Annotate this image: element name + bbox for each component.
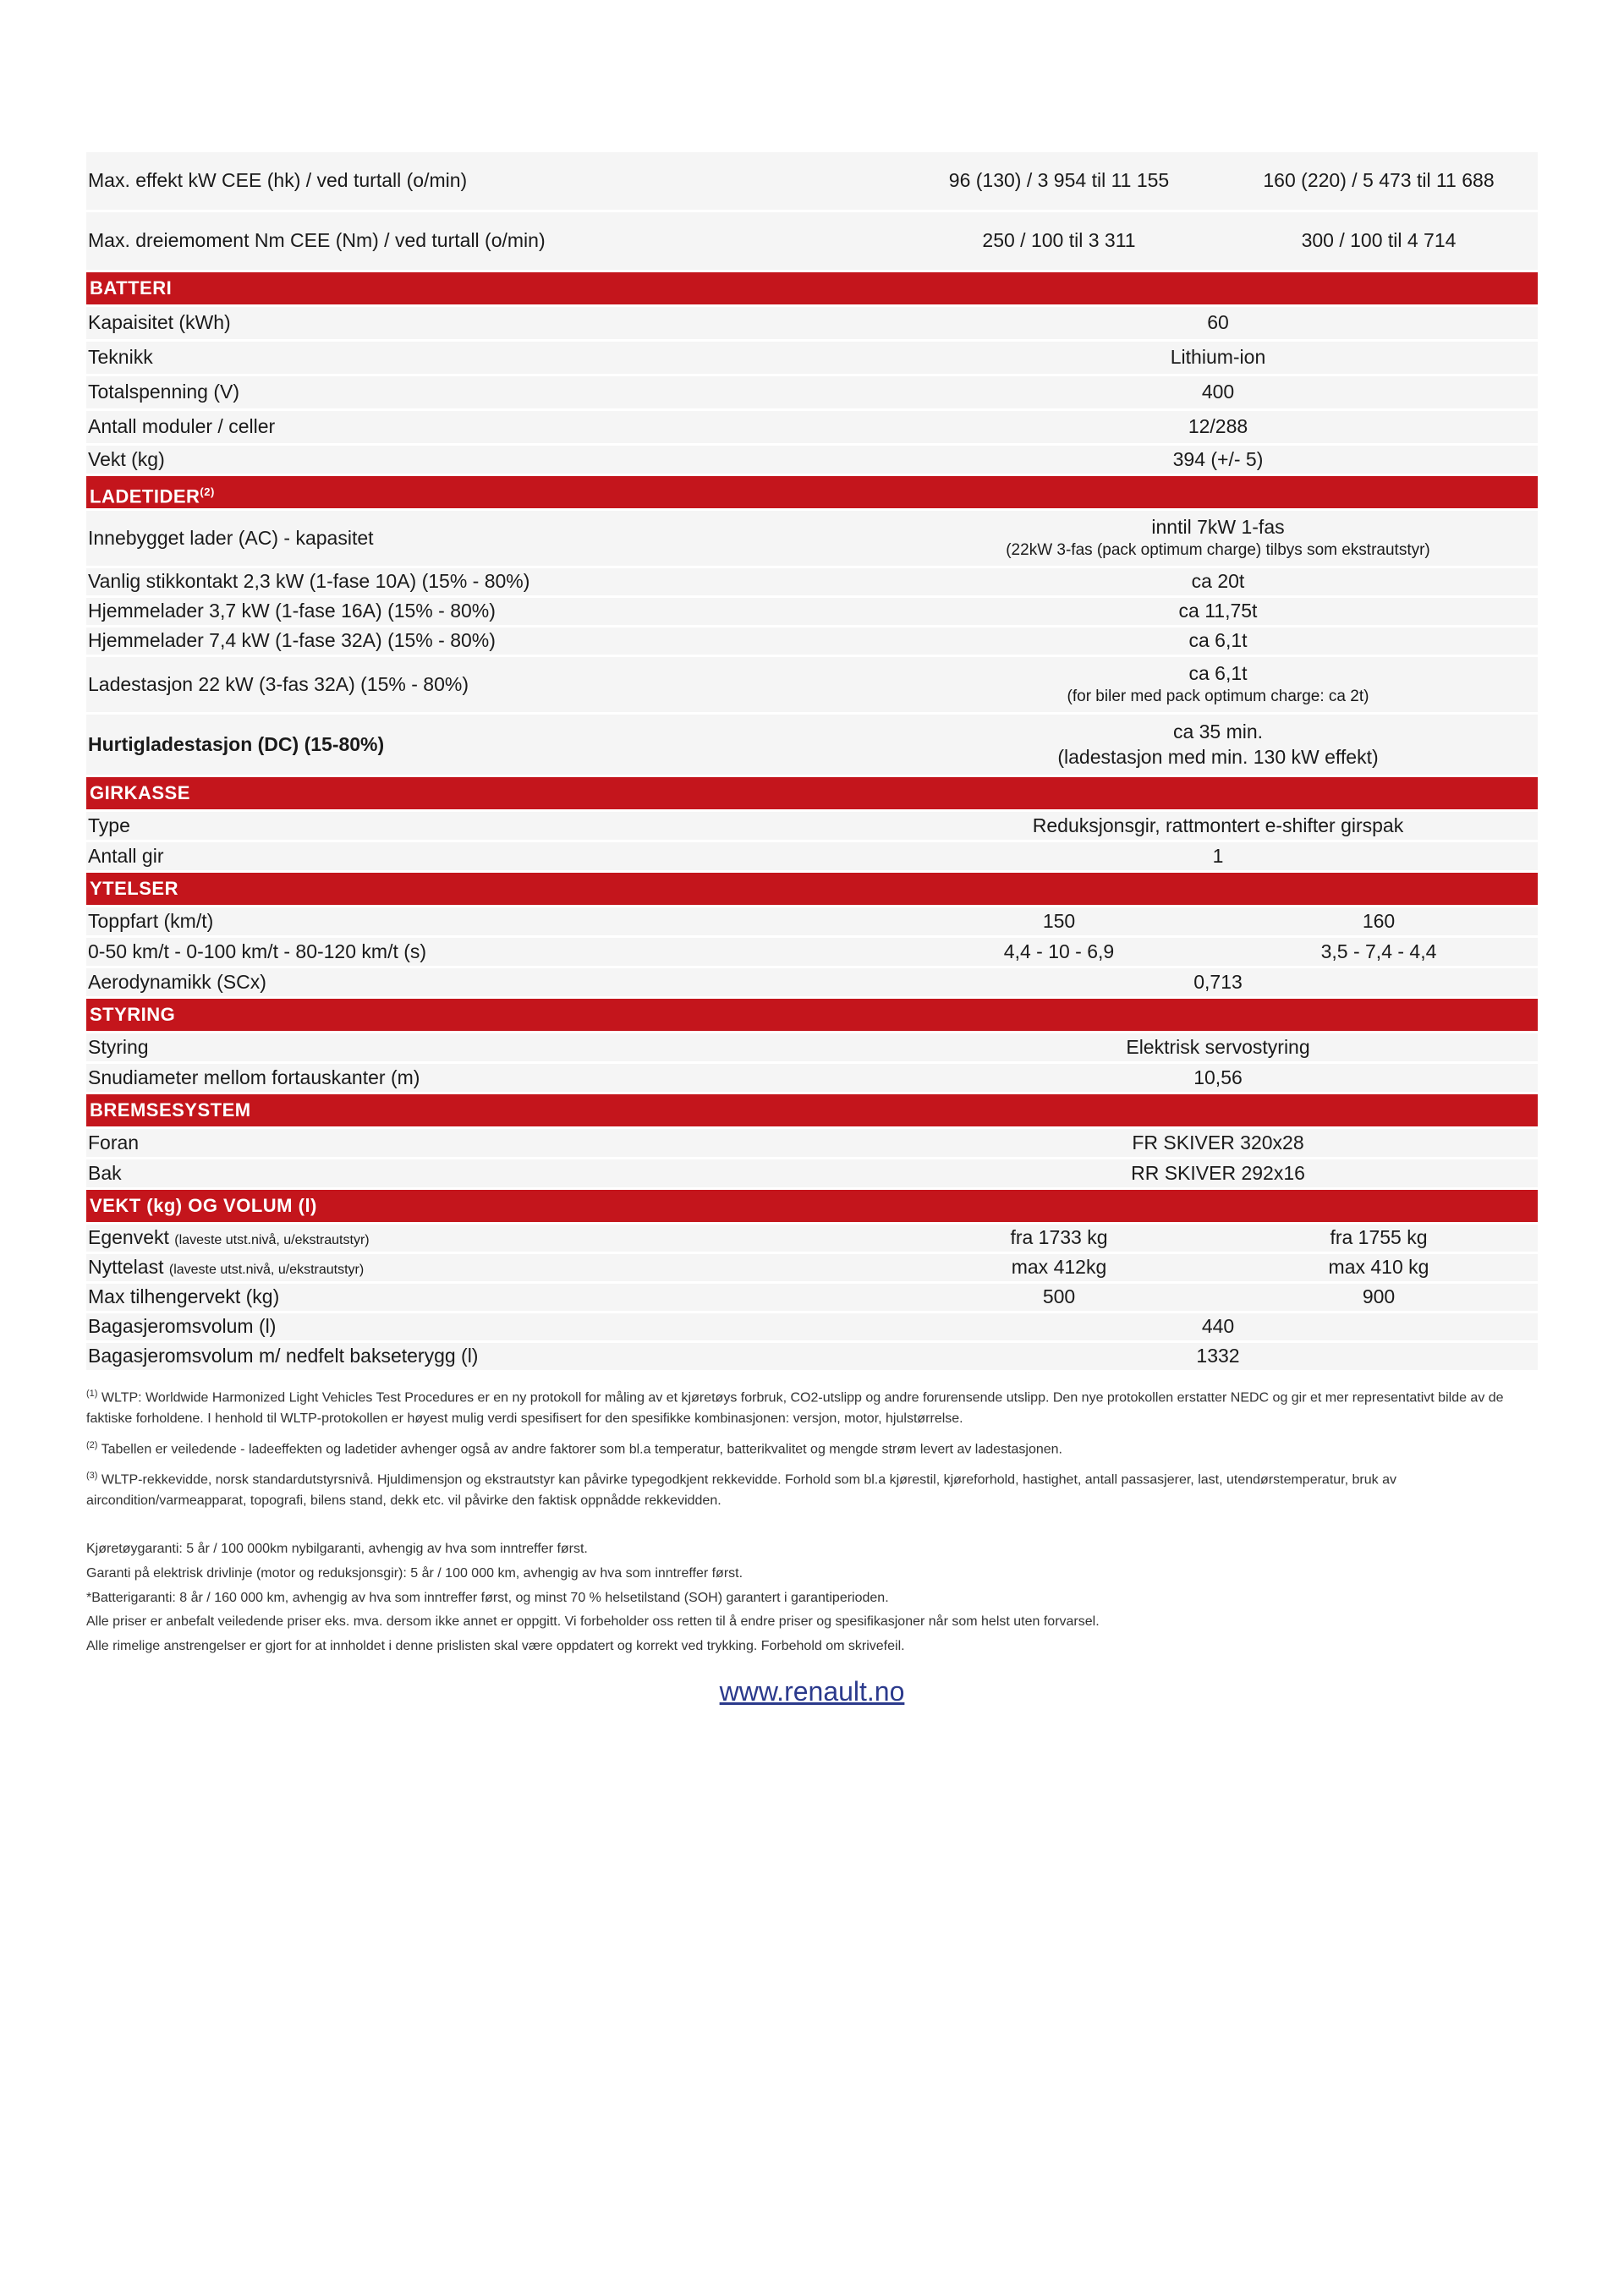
spec-value: 12/288 [1188, 415, 1248, 438]
spec-label: Vanlig stikkontakt 2,3 kW (1-fase 10A) (15% - 80%) [88, 570, 530, 593]
spec-row [86, 446, 1538, 476]
footnote-ref: (2) [200, 485, 215, 498]
spec-value-variant-1: 250 / 100 til 3 311 [982, 229, 1136, 252]
spec-row [86, 1064, 1538, 1094]
spec-label: Hjemmelader 7,4 kW (1-fase 32A) (15% - 80%) [88, 629, 496, 652]
website-link[interactable]: www.renault.no [719, 1676, 905, 1707]
section-header-batteri: BATTERI [86, 272, 1538, 307]
spec-label: Type [88, 814, 130, 836]
spec-value: Elektrisk servostyring [1126, 1035, 1310, 1058]
spec-label: Kapaisitet (kWh) [88, 311, 231, 334]
spec-label: Teknikk [88, 346, 153, 369]
spec-label: Bagasjeromsvolum (l) [88, 1315, 277, 1338]
guarantee-line: Garanti på elektrisk drivlinje (motor og reduksjonsgir): 5 år / 100 000 km, avhengig av hva som inntreffer først. [86, 1565, 743, 1581]
spec-value: 400 [1201, 381, 1235, 403]
spec-row [86, 968, 1538, 999]
spec-label: Totalspenning (V) [88, 381, 239, 403]
footnote-marker: (1) [86, 1389, 98, 1399]
spec-value: 0,713 [1193, 970, 1243, 993]
spec-row [86, 715, 1538, 777]
spec-label-main: Nyttelast [88, 1256, 164, 1279]
footnote-text: WLTP-rekkevidde, norsk standardutstyrsnivå. Hjuldimensjon og ekstrautstyr kan påvirke typegodkjent rekkevidde. Forhold som bl.a kjørestil, kjøreforhold, hastighet, antall passasjerer, last, utendørstemperatur, bruk av aircondition/varmeapparat, topografi, bilens stand, dekk etc. vil påvirke den faktisk oppnådde rekkevidden. [86, 1472, 1396, 1509]
spec-value-variant-2: fra 1755 kg [1330, 1226, 1428, 1249]
guarantee-line: *Batterigaranti: 8 år / 160 000 km, avhengig av hva som inntreffer først, og minst 70 % helsetilstand (SOH) garantert i garantiperioden. [86, 1590, 889, 1605]
section-header-ladetider [86, 476, 1538, 511]
spec-value: 10,56 [1193, 1066, 1243, 1088]
spec-row [86, 1225, 1538, 1254]
spec-label: Toppfart (km/t) [88, 909, 214, 932]
spec-value-variant-1: 150 [1042, 909, 1076, 932]
spec-value: 1 [1212, 844, 1224, 867]
spec-label-note: (laveste utst.nivå, u/ekstrautstyr) [168, 1263, 365, 1278]
spec-value-variant-1: 96 (130) / 3 954 til 11 155 [948, 169, 1170, 192]
section-header-ytelser: YTELSER [86, 873, 1538, 907]
spec-value-variant-2: 160 (220) / 5 473 til 11 688 [1263, 169, 1495, 192]
spec-value-variant-1: max 412kg [1011, 1256, 1107, 1279]
spec-row [86, 411, 1538, 446]
spec-value-variant-2: max 410 kg [1328, 1256, 1429, 1279]
spec-value-variant-2: 3,5 - 7,4 - 4,4 [1320, 940, 1437, 962]
spec-label-main: Egenvekt [88, 1226, 169, 1249]
spec-row [86, 812, 1538, 842]
spec-row [86, 1254, 1538, 1284]
spec-label: Max tilhengervekt (kg) [88, 1285, 280, 1308]
spec-label [86, 1255, 898, 1280]
spec-label: Hjemmelader 3,7 kW (1-fase 16A) (15% - 80%) [88, 600, 496, 622]
spec-row-max-effekt [86, 152, 1538, 212]
spec-value: ca 20t [1191, 570, 1245, 593]
spec-value: ca 11,75t [1178, 600, 1258, 622]
section-header-vekt-og-volum: VEKT (kg) OG VOLUM (l) [86, 1190, 1538, 1225]
spec-row [86, 1343, 1538, 1373]
spec-value: FR SKIVER 320x28 [1132, 1131, 1304, 1153]
spec-value: 1332 [1196, 1345, 1240, 1367]
spec-value-variant-2: 300 / 100 til 4 714 [1301, 229, 1457, 252]
guarantee-line: Kjøretøygaranti: 5 år / 100 000km nybilgaranti, avhengig av hva som inntreffer først. [86, 1542, 588, 1556]
spec-row [86, 1159, 1538, 1190]
spec-value: Lithium-ion [1170, 346, 1266, 369]
spec-value: 440 [1201, 1315, 1235, 1338]
spec-value: Reduksjonsgir, rattmontert e-shifter girspak [1032, 814, 1404, 836]
spec-value-variant-2: 160 [1362, 909, 1396, 932]
section-header-bremsesystem: BREMSESYSTEM [86, 1094, 1538, 1129]
spec-label: Styring [88, 1035, 149, 1058]
spec-label: Hurtigladestasjon (DC) (15-80%) [88, 732, 385, 755]
spec-label: Ladestasjon 22 kW (3-fas 32A) (15% - 80%) [88, 672, 469, 695]
spec-row [86, 1129, 1538, 1159]
spec-row [86, 307, 1538, 342]
guarantee-text [86, 1537, 1538, 1659]
footnote-text: Tabellen er veiledende - ladeeffekten og ladetider avhenger også av andre faktorer som bl.a temperatur, batterikvalitet og mengde strøm levert av ladestasjonen. [101, 1442, 1062, 1457]
spec-label: Innebygget lader (AC) - kapasitet [88, 526, 374, 549]
spec-row [86, 627, 1538, 657]
spec-value-variant-2: 900 [1362, 1285, 1396, 1308]
spec-label: Foran [88, 1131, 140, 1153]
spec-row [86, 907, 1538, 938]
footnote [86, 1469, 1538, 1512]
spec-label: Vekt (kg) [88, 447, 165, 470]
spec-row [86, 1313, 1538, 1343]
spec-label: Antall gir [88, 844, 164, 867]
spec-value: 394 (+/- 5) [1172, 447, 1264, 470]
spec-value-note: (ladestasjon med min. 130 kW effekt) [1057, 745, 1379, 768]
spec-value: 60 [1207, 311, 1229, 334]
guarantee-line: Alle rimelige anstrengelser er gjort for at innholdet i denne prislisten skal være oppdatert og korrekt ved trykking. Forbehold om skrivefeil. [86, 1639, 905, 1654]
spec-row [86, 938, 1538, 968]
footnote-text: WLTP: Worldwide Harmonized Light Vehicles Test Procedures er en ny protokoll for måling av et kjøretøys forbruk, CO2-utslipp og andre forurensende utslipp. Den nye protokollen erstatter NEDC og gir et mer representativt bilde av de faktiske forholdene. I henhold til WLTP-protokollen er høyest mulig verdi spesifisert for den spesifikke kombinasjonen: versjon, motor, hjulstørrelse. [86, 1390, 1504, 1427]
footnote [86, 1438, 1538, 1460]
spec-value-note: (for biler med pack optimum charge: ca 2t) [1067, 688, 1369, 706]
spec-value-note: (22kW 3-fas (pack optimum charge) tilbys som ekstrautstyr) [1006, 541, 1430, 560]
spec-label: Max. effekt kW CEE (hk) / ved turtall (o/min) [88, 169, 468, 192]
spec-row [86, 511, 1538, 568]
spec-value-variant-1: 4,4 - 10 - 6,9 [1003, 940, 1115, 962]
footnote [86, 1387, 1538, 1430]
spec-row [86, 657, 1538, 715]
spec-label: Bak [88, 1161, 122, 1184]
spec-value-main: ca 35 min. [1172, 720, 1264, 743]
spec-label: Snudiameter mellom fortauskanter (m) [88, 1066, 420, 1088]
spec-label: 0-50 km/t - 0-100 km/t - 80-120 km/t (s) [88, 940, 427, 962]
spec-row [86, 842, 1538, 873]
spec-value-main: ca 6,1t [1188, 662, 1248, 685]
guarantee-line: Alle priser er anbefalt veiledende priser eks. mva. dersom ikke annet er oppgitt. Vi forbeholder oss retten til å endre priser og spesifikasjoner når som helst uten forvarsel. [86, 1614, 1100, 1630]
footnote-marker: (3) [86, 1471, 98, 1482]
spec-label [86, 1225, 898, 1251]
spec-value [898, 720, 1538, 770]
spec-label: Max. dreiemoment Nm CEE (Nm) / ved turtall (o/min) [88, 229, 546, 252]
spec-label: Aerodynamikk (SCx) [88, 970, 266, 993]
spec-row [86, 598, 1538, 627]
spec-value-variant-1: fra 1733 kg [1010, 1226, 1108, 1249]
spec-label: Antall moduler / celler [88, 415, 276, 438]
spec-value [898, 515, 1538, 562]
spec-row [86, 1284, 1538, 1313]
spec-value: RR SKIVER 292x16 [1131, 1161, 1305, 1184]
footnote-marker: (2) [86, 1439, 98, 1450]
footnotes [86, 1387, 1538, 1521]
spec-value: ca 6,1t [1188, 629, 1248, 652]
spec-row [86, 376, 1538, 411]
spec-label-note: (laveste utst.nivå, u/ekstrautstyr) [174, 1233, 370, 1248]
spec-row [86, 342, 1538, 376]
spec-table [86, 152, 1538, 1373]
spec-row-max-dreiemoment [86, 212, 1538, 272]
spec-value-main: inntil 7kW 1-fas [1151, 516, 1285, 539]
spec-row [86, 568, 1538, 598]
section-header-styring: STYRING [86, 999, 1538, 1033]
spec-row [86, 1033, 1538, 1064]
section-header-girkasse: GIRKASSE [86, 777, 1538, 812]
spec-value [898, 661, 1538, 708]
spec-label: Bagasjeromsvolum m/ nedfelt bakseterygg (l) [88, 1345, 479, 1367]
spec-value-variant-1: 500 [1042, 1285, 1076, 1308]
section-title: LADETIDER [90, 485, 200, 507]
